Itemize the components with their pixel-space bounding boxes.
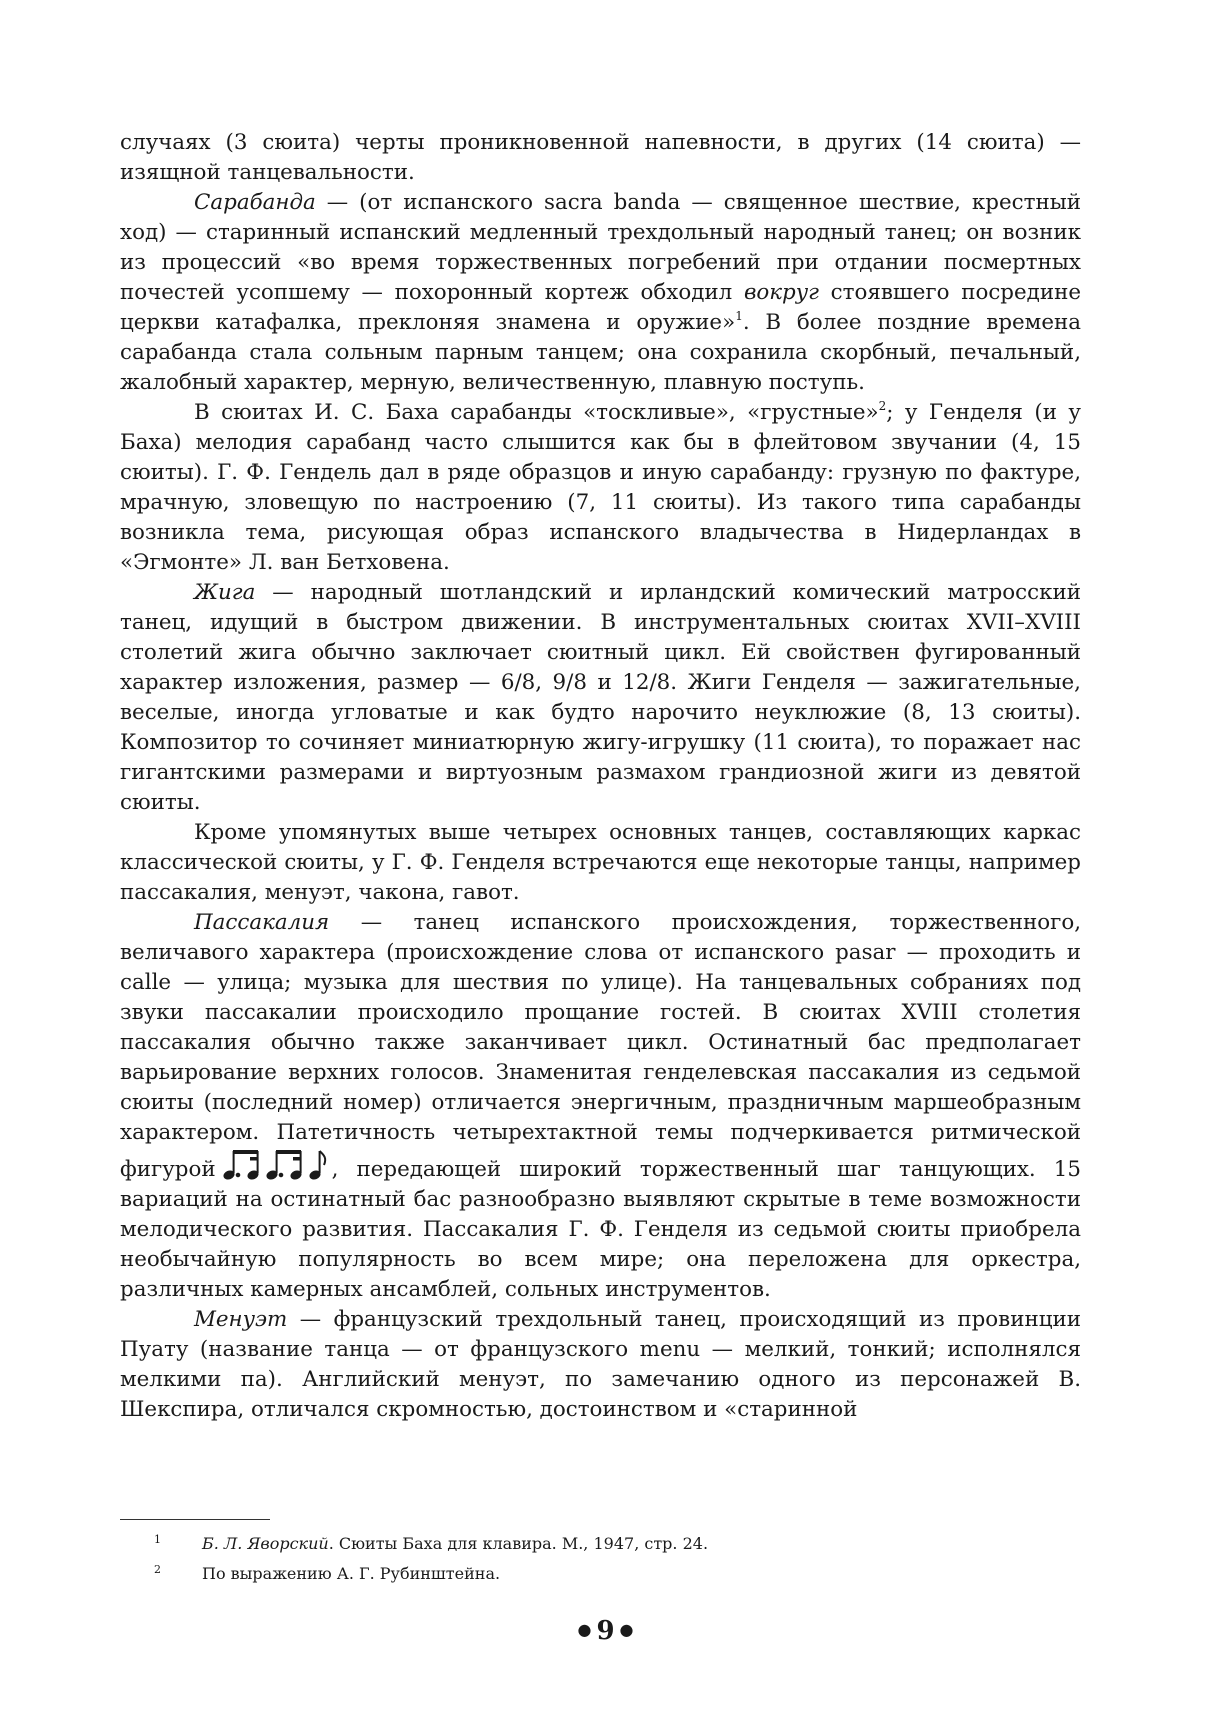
- term-minuet: Менуэт: [194, 1307, 288, 1332]
- footnote-text: По выражению А. Г. Рубинштейна.: [202, 1564, 501, 1583]
- dotted-rhythm-figure-icon: [220, 1148, 328, 1182]
- page-number: ● 9 ●: [577, 1616, 634, 1646]
- term-gigue: Жига: [194, 580, 256, 605]
- footnote-ref-2: 2: [878, 399, 887, 413]
- paragraph-gigue: Жига — народный шотландский и ирландский комический матросский танец, идущий в быстром движении. В инструментальных сюитах XVII–XVIII столетий жига обычно заключает сюитный цикл. Ей свойствен фугированный характер изложения, размер — 6/8, 9/8 и 12/8. Жиги Генделя — зажигательные, веселые, иногда угловатые и как будто нарочито неуклюжие (8, 13 сюиты). Композитор то сочиняет миниатюрную жигу-игрушку (11 сюита), то поражает нас гигантскими размерами и виртуозным размахом грандиозной жиги из девятой сюиты.: [120, 580, 1081, 815]
- term-passacaglia: Пассакалия: [194, 910, 330, 935]
- footnote-number: 2: [154, 1563, 161, 1576]
- bullet-icon: ●: [619, 1620, 634, 1639]
- main-text: [120, 128, 1081, 1425]
- footnote-1: [120, 1529, 1081, 1559]
- paragraph-bach-sarabandes: В сюитах И. С. Баха сарабанды «тоскливые», «грустные»$^2$; у Генделя (и у Баха) мелодия сарабанд часто слышится как бы в флейтовом звучании (4, 15 сюиты). Г. Ф. Гендель дал в ряде образцов и иную сарабанду: грузную по фактуре, мрачную, зловещую по настроению (7, 11 сюиты). Из такого типа сарабанды возникла тема, рисующая образ испанского владычества в Нидерландах в «Эгмонте» Л. ван Бетховена.: [120, 399, 1081, 575]
- footnote-divider: [120, 1519, 270, 1520]
- bullet-icon: ●: [577, 1620, 592, 1639]
- paragraph-continuation: случаях (3 сюита) черты проникновенной напевности, в других (14 сюита) — изящной танцевальности.: [120, 130, 1081, 185]
- emphasis-around: вокруг: [743, 280, 819, 305]
- paragraph-minuet: Менуэт — французский трехдольный танец, происходящий из провинции Пуату (название танца — от французского menu — мелкий, тонкий; исполнялся мелкими па). Английский менуэт, по замечанию одного из персонажей В. Шекспира, отличался скромностью, достоинством и «старинной: [120, 1307, 1081, 1422]
- footnote-2: [120, 1559, 1081, 1589]
- paragraph-sarabande: Сарабанда — (от испанского sacra banda — священное шествие, крестный ход) — старинный испанский медленный трехдольный народный танец; он возник из процессий «во время торжественных погребений при отдании посмертных почестей усопшему — похоронный кортеж обходил вокруг стоявшего посредине церкви катафалка, преклоняя знамена и оружие»$^1$. В более поздние времена сарабанда стала сольным парным танцем; она сохранила скорбный, печальный, жалобный характер, мерную, величественную, плавную поступь.: [120, 190, 1081, 395]
- footnotes: [120, 1529, 1081, 1589]
- footnote-author: Б. Л. Яворский: [202, 1534, 329, 1553]
- paragraph-passacaglia: Пассакалия — танец испанского происхождения, торжественного, величавого характера (происхождение слова от испанского pasar — проходить и calle — улица; музыка для шествия по улице). На танцевальных собраниях под звуки пассакалии происходило прощание гостей. В сюитах XVIII столетия пассакалия обычно также заканчивает цикл. Остинатный бас предполагает варьирование верхних голосов. Знаменитая генделевская пассакалия из седьмой сюиты (последний номер) отличается энергичным, праздничным маршеобразным характером. Патетичность четырехтактной темы подчеркивается ритмической фигурой , передающей широкий торжественный шаг танцующих. 15 вариаций на остинатный бас разнообразно выявляют скрытые в теме возможности мелодического развития. Пассакалия Г. Ф. Генделя из седьмой сюиты приобрела необычайную популярность во всем мире; она переложена для оркестра, различных камерных ансамблей, сольных инструментов.: [120, 910, 1081, 1302]
- term-sarabande: Сарабанда: [194, 190, 316, 215]
- footnote-number: 1: [154, 1533, 161, 1546]
- paragraph-other-dances: Кроме упомянутых выше четырех основных танцев, составляющих каркас классической сюиты, у Г. Ф. Генделя встречаются еще некоторые танцы, например пассакалия, менуэт, чакона, гавот.: [120, 820, 1081, 905]
- footnote-ref-1: 1: [735, 309, 743, 323]
- footnote-text: Б. Л. Яворский. Сюиты Баха для клавира. М., 1947, стр. 24.: [202, 1534, 709, 1553]
